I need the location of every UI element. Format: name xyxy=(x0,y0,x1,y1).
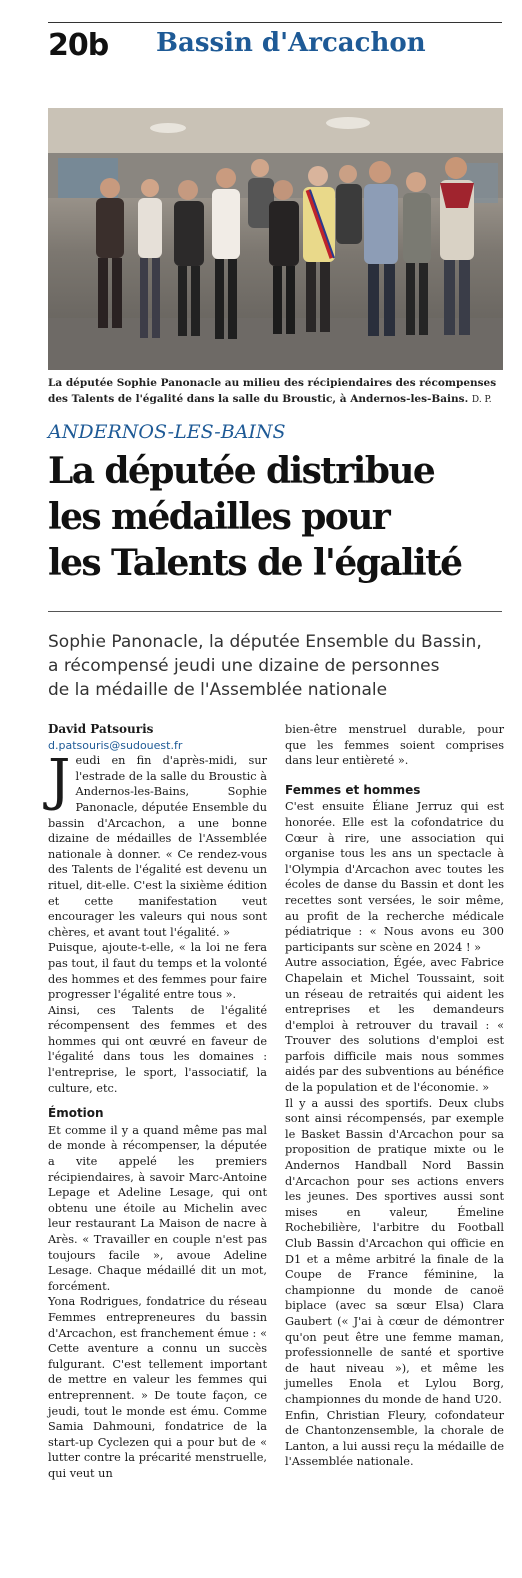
standfirst-line: a récompensé jeudi une dizaine de personnes xyxy=(48,656,440,676)
photo-caption xyxy=(48,375,503,408)
column-right xyxy=(285,722,504,1470)
standfirst-line: de la médaille de l'Assemblée nationale xyxy=(48,680,388,700)
author-name: David Patsouris xyxy=(48,722,154,736)
paragraph: Et comme il y a quand même pas mal de monde à récompenser, la députée a vite appelé les premiers récipiendaires, à savoir Marc-Antoine Lepage et Adeline Lesage, qui ont obtenu une étoile au Michelin avec leur restaurant La Maison de nacre à Arès. « Travailler en couple n'est pas toujours facile », avoue Adeline Lesage. Chaque médaillé dit un mot, forcément. xyxy=(48,1123,267,1293)
column-left xyxy=(48,722,267,1482)
author-email[interactable]: d.patsouris@sudouest.fr xyxy=(48,738,183,752)
top-rule xyxy=(48,22,502,23)
kicker: ANDERNOS-LES-BAINS xyxy=(48,421,286,443)
paragraph: Autre association, Égée, avec Fabrice Chapelain et Michel Toussaint, soit un réseau de retraités qui aident les entreprises et les demandeurs d'emploi à retrouver du travail : « Trouver des solutions d'emploi est parfois difficile mais nous sommes aidés par des subventions au bénéfice de la population et de l'économie. » xyxy=(285,956,504,1095)
standfirst xyxy=(48,630,508,702)
headline-line: les Talents de l'égalité xyxy=(48,542,462,584)
standfirst-line: Sophie Panonacle, la députée Ensemble du Bassin, xyxy=(48,632,482,652)
headline xyxy=(48,448,513,586)
paragraph: Yona Rodrigues, fondatrice du réseau Femmes entrepreneures du bassin d'Arcachon, est franchement émue : « Cette aventure a connu un succès fulgurant. C'est tellement important de mettre en valeur les femmes qui entreprennent. » De toute façon, ce jeudi, tout le monde est ému. Comme Samia Dahmouni, fondatrice de la start-up Cyclezen qui a pour but de « lutter contre la précarité menstruelle, qui veut un xyxy=(48,1295,267,1480)
paragraph: Ainsi, ces Talents de l'égalité récompensent des femmes et des hommes qui ont œuvré en faveur de l'égalité dans tous les domaines : l'entreprise, le sport, l'associatif, la culture, etc. xyxy=(48,1003,267,1095)
paragraph: bien-être menstruel durable, pour que les femmes soient comprises dans leur entièreté ». xyxy=(285,723,504,768)
paragraph: C'est ensuite Éliane Jerruz qui est honorée. Elle est la cofondatrice du Cœur à rire, une association qui organise tous les ans un spectacle à l'Olympia d'Arcachon avec toutes les écoles de danse du Bassin et dont les recettes sont versées, le soir même, au profit de la recherche médicale pédiatrique : « Nous avons eu 300 participants sur scène en 2024 ! » xyxy=(285,800,504,954)
section-title: Bassin d'Arcachon xyxy=(156,28,426,58)
headline-line: La députée distribue xyxy=(48,450,435,492)
headline-line: les médailles pour xyxy=(48,496,390,538)
group-photo-illustration xyxy=(48,108,503,370)
headline-rule xyxy=(48,611,502,612)
paragraph-intro: Jeudi en fin d'après-midi, sur l'estrade de la salle du Broustic à Andernos-les-Bains, Sophie Panonacle, députée Ensemble du bassin d'Arcachon, a une bonne dizaine de médailles de l'Assemblée nationale à donner. « Ce rendez-vous des Talents de l'égalité est devenu un rituel, dit-elle. C'est la sixième édition et cette manifestation veut encourager les valeurs qui nous sont chères, et avant tout l'égalité. » xyxy=(48,748,267,939)
subheading-femmes-hommes: Femmes et hommes xyxy=(285,782,421,797)
drop-cap: J xyxy=(48,748,71,814)
photo-credit: D. P. xyxy=(471,395,492,405)
paragraph: Puisque, ajoute-t-elle, « la loi ne fera pas tout, il faut du temps et la volonté des hommes et des femmes pour faire progresser l'égalité entre tous ». xyxy=(48,941,267,1002)
paragraph: Enfin, Christian Fleury, cofondateur de Chantonzensemble, la chorale de Lanton, a lui aussi reçu la médaille de l'Assemblée nationale. xyxy=(285,1408,504,1469)
paragraph: Il y a aussi des sportifs. Deux clubs sont ainsi récompensés, par exemple le Basket Bassin d'Arcachon pour sa proposition de pratique mixte ou le Andernos Handball Nord Bassin d'Arcachon pour ses actions envers les jeunes. Des sportives aussi sont mises en valeur, Émeline Rochebilière, l'arbitre du Football Club Bassin d'Arcachon qui officie en D1 et a même arbitré la finale de la Coupe de France féminine, la championne du monde de canoë biplace (avec sa sœur Elsa) Clara Gaubert (« J'ai à cœur de démontrer qu'on peut être une femme maman, professionnelle de santé et sportive de haut niveau »), et même les jumelles Enola et Lylou Borg, championnes du monde de hand U20. xyxy=(285,1096,504,1406)
page-number: 20b xyxy=(48,28,109,63)
subheading-emotion: Émotion xyxy=(48,1106,104,1121)
article-photo xyxy=(48,108,503,370)
caption-text: La députée Sophie Panonacle au milieu des récipiendaires des récompenses des Talents de l'égalité dans la salle du Broustic, à Andernos-les-Bains. xyxy=(48,377,497,405)
